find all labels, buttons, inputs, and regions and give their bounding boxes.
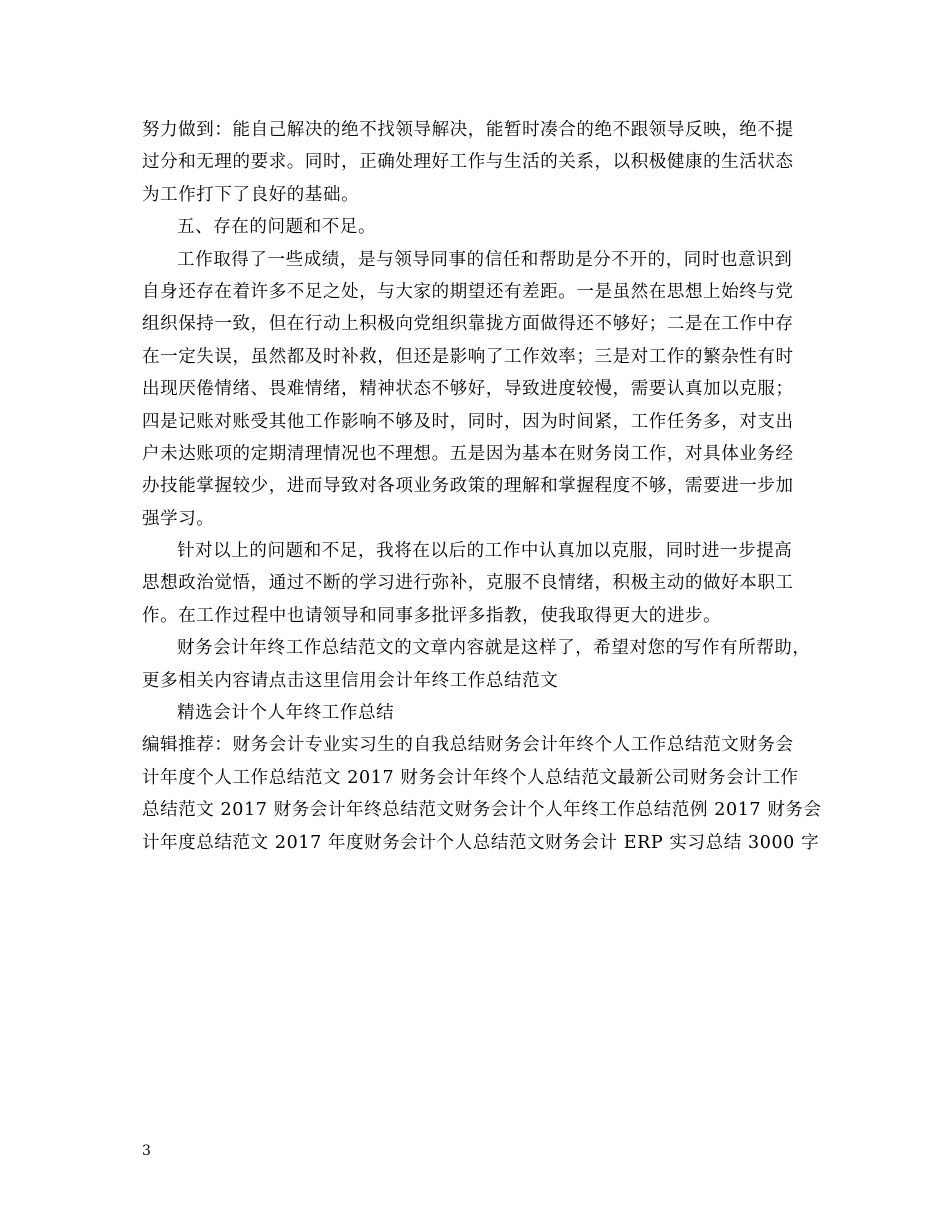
text-line: 四是记账对账受其他工作影响不够及时，同时，因为时间紧，工作任务多，对支出 <box>142 411 794 432</box>
page-number: 3 <box>142 1143 151 1159</box>
document-body <box>142 114 822 859</box>
editor-recommend-line: 编辑推荐：财务会计专业实习生的自我总结财务会计年终个人工作总结范文财务会 <box>142 735 794 756</box>
text-line: 工作取得了一些成绩，是与领导同事的信任和帮助是分不开的，同时也意识到 <box>177 249 793 270</box>
text-line: 强学习。 <box>142 508 215 529</box>
text-line: 作。在工作过程中也请领导和同事多批评多指教，使我取得更大的进步。 <box>142 605 722 626</box>
text-line: 努力做到：能自己解决的绝不找领导解决，能暂时凑合的绝不跟领导反映，绝不提 <box>142 120 794 140</box>
editor-recommend-line: 计年度个人工作总结范文 2017 财务会计年终个人总结范文最新公司财务会计工作 <box>142 767 799 788</box>
related-link-line: 更多相关内容请点击这里信用会计年终工作总结范文 <box>142 670 559 691</box>
text-line: 自身还存在着许多不足之处，与大家的期望还有差距。一是虽然在思想上始终与党 <box>142 281 794 302</box>
text-line: 在一定失误，虽然都及时补救，但还是影响了工作效率；三是对工作的繁杂性有时 <box>142 346 794 367</box>
text-line: 出现厌倦情绪、畏难情绪，精神状态不够好，导致进度较慢，需要认真加以克服； <box>142 379 794 400</box>
editor-recommend-line: 计年度总结范文 2017 年度财务会计个人总结范文财务会计 ERP 实习总结 3000 字 <box>142 832 820 853</box>
text-line: 针对以上的问题和不足，我将在以后的工作中认真加以克服，同时进一步提高 <box>177 541 793 562</box>
text-line: 办技能掌握较少，进而导致对各项业务政策的理解和掌握程度不够，需要进一步加 <box>142 476 794 497</box>
text-line: 过分和无理的要求。同时，正确处理好工作与生活的关系，以积极健康的生活状态 <box>142 152 794 173</box>
text-line: 财务会计年终工作总结范文的文章内容就是这样了，希望对您的写作有所帮助， <box>177 638 811 659</box>
text-line: 为工作打下了良好的基础。 <box>142 184 360 205</box>
related-title: 精选会计个人年终工作总结 <box>177 703 395 724</box>
text-line: 思想政治觉悟，通过不断的学习进行弥补，克服不良情绪，积极主动的做好本职工 <box>142 573 794 594</box>
editor-recommend-line: 总结范文 2017 财务会计年终总结范文财务会计个人年终工作总结范例 2017 财务会 <box>142 800 822 821</box>
text-line: 户未达账项的定期清理情况也不理想。五是因为基本在财务岗工作，对具体业务经 <box>142 443 794 464</box>
section-heading: 五、存在的问题和不足。 <box>177 217 377 238</box>
text-line: 组织保持一致，但在行动上积极向党组织靠拢方面做得还不够好；二是在工作中存 <box>142 314 794 335</box>
